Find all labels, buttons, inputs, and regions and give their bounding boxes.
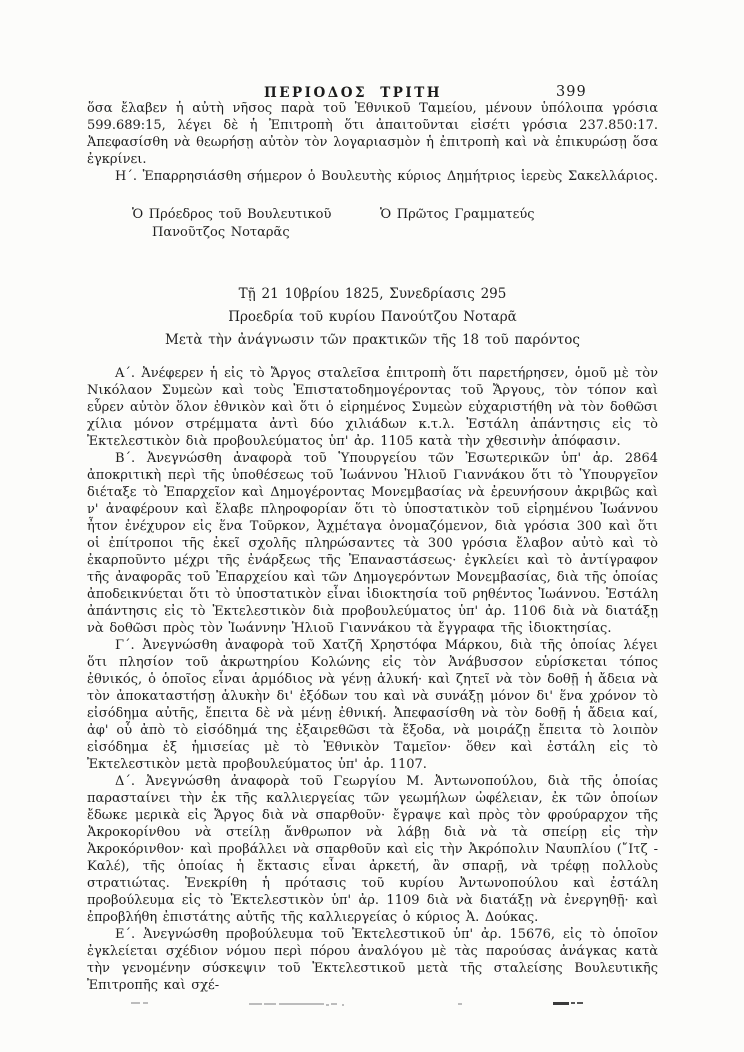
paragraph-item-e: Ε΄. Ἀνεγνώσθη προβούλευμα τοῦ Ἐκτελεστικοῦ ὑπ' ἀρ. 15676, εἰς τὸ ὁποῖον ἐγκλείεται σχέδιον νόμου περὶ πόρου ἀναλόγου μὲ τὰς παρούσας ἀνάγκας κατὰ τὴν γενομένην σύσκεψιν τοῦ Ἐκτελεστικοῦ μετὰ τῆς σταλείσης Βουλευτικῆς Ἐπιτροπῆς καὶ σχέ-	[87, 927, 658, 993]
signature-left-title: Ὁ Πρόεδρος τοῦ Βουλευτικοῦ	[132, 207, 332, 222]
page-number: 399	[556, 84, 587, 100]
scan-artifact	[264, 1003, 276, 1005]
minutes-paragraphs	[87, 365, 658, 994]
scan-artifact	[342, 1004, 344, 1006]
paragraph-item-g: Γ΄. Ἀνεγνώσθη ἀναφορὰ τοῦ Χατζῆ Χρηστόφα Μάρκου, διὰ τῆς ὁποίας λέγει ὅτι πλησίον τοῦ ἀκρωτηρίου Κολώνης εἰς τὸν Ἀνάβυσσον εὑρίσκεται τόπος ἐθνικός, ὁ ὁποῖος εἶναι ἁρμόδιος νὰ γένῃ ἁλυκή· καὶ ζητεῖ νὰ τὸν δοθῇ ἡ ἄδεια νὰ τὸν ἀποκαταστήσῃ ἁλυκὴν δι' ἐξόδων του καὶ νὰ συνάξῃ μόνον δι' ἕνα χρόνον τὸ εἰσόδημα αὐτῆς, ἔπειτα δὲ νὰ μένῃ ἐθνική. Ἀπεφασίσθη νὰ τὸν δοθῇ ἡ ἄδεια καί, ἀφ' οὗ ἀπὸ τὸ εἰσόδημά της ἐξαιρεθῶσι τὰ ἔξοδα, νὰ μοιράζῃ ἔπειτα τὸ λοιπὸν εἰσόδημα ἐξ ἡμισείας μὲ τὸ Ἐθνικὸν Ταμεῖον· ὅθεν καὶ ἐστάλη εἰς τὸ Ἐκτελεστικὸν μετὰ προβουλεύματος ὑπ' ἀρ. 1107.	[87, 638, 658, 772]
paragraph-item-h: Η΄. Ἐπαρρησιάσθη σήμερον ὁ Βουλευτὴς κύριος Δημήτριος ἱερεὺς Σακελλάριος.	[115, 169, 659, 184]
scan-artifact	[458, 1003, 462, 1005]
session-reading-line: Μετὰ τὴν ἀνάγνωσιν τῶν πρακτικῶν τῆς 18 τοῦ παρόντος	[165, 332, 580, 348]
paragraph-continuation: ὅσα ἔλαβεν ἡ αὐτὴ νῆσος παρὰ τοῦ Ἐθνικοῦ Ταμείου, μένουν ὑπόλοιπα γρόσια 599.689:15, λέγει δὲ ἡ Ἐπιτροπὴ ὅτι ἀπαιτοῦνται εἰσέτι γρόσια 237.850:17. Ἀπεφασίσθη νὰ θεωρήσῃ αὐτὸν τὸν λογαριασμὸν ἡ ἐπιτροπὴ καὶ νὰ ἐπικυρώσῃ ὅσα ἐγκρίνει.	[87, 101, 658, 167]
scan-artifact	[279, 1003, 324, 1005]
paragraph-item-a: Α΄. Ἀνέφερεν ἡ εἰς τὸ Ἄργος σταλεῖσα ἐπιτροπὴ ὅτι παρετήρησεν, ὁμοῦ μὲ τὸν Νικόλαον Συμεὼν καὶ τοὺς Ἐπιστατοδημογέροντας τοῦ Ἄργους, τὸν τόπον καὶ εὗρεν αὐτὸν ὅλον ἐθνικὸν καὶ ὅτι ὁ εἰρημένος Συμεὼν εὐχαριστήθη νὰ τὸν δοθῶσι χίλια μόνον στρέμματα ἀντὶ δύο χιλιάδων κ.τ.λ. Ἐστάλη ἀπάντησις εἰς τὸ Ἐκτελεστικὸν διὰ προβουλεύματος ὑπ' ἀρ. 1105 κατὰ τὴν χθεσινὴν ἀπόφασιν.	[87, 366, 658, 449]
scan-artifact	[326, 1004, 329, 1006]
session-presidency-line: Προεδρία τοῦ κυρίου Πανούτζου Νοταρᾶ	[228, 309, 517, 325]
paragraph-item-b: Β΄. Ἀνεγνώσθη ἀναφορὰ τοῦ Ὑπουργείου τῶν Ἐσωτερικῶν ὑπ' ἀρ. 2864 ἀποκριτικὴ περὶ τῆς ὑποθέσεως τοῦ Ἰωάννου Ἠλιοῦ Γιαννάκου ὅτι τὸ Ὑπουργεῖον διέταξε τὸ Ἐπαρχεῖον καὶ Δημογέροντας Μονεμβασίας νὰ ἐρευνήσουν ἀκριβῶς καὶ ν' ἀναφέρουν καὶ ἔλαβε πληροφορίαν ὅτι τὸ ὑποστατικὸν τοῦ εἰρημένου Ἰωάννου ἦτον ἐνέχυρον εἰς ἕνα Τοῦρκον, Ἀχμέταγα ὀνομαζόμενον, διὰ γρόσια 300 καὶ ὅτι οἱ ἐπίτροποι τῆς ἐκεῖ σχολῆς πληρώσαντες τὰ 300 γρόσια ἔλαβον αὐτὸ καὶ τὸ ἐκαρποῦντο μέχρι τῆς ἐνάρξεως τῆς Ἐπαναστάσεως· ἐγκλείει καὶ τὸ ἀντίγραφον τῆς ἀναφορᾶς τοῦ Ἐπαρχείου καὶ τῶν Δημογερόντων Μονεμβασίας, διὰ τῆς ὁποίας ἀποδεικνύεται ὅτι τὸ ὑποστατικὸν εἶναι ἰδιοκτησία τοῦ ρηθέντος Ἰωάννου. Ἐστάλη ἀπάντησις εἰς τὸ Ἐκτελεστικὸν διὰ προβουλεύματος ὑπ' ἀρ. 1106 διὰ νὰ διατάξῃ νὰ δοθῶσι πρὸς τὸν Ἰωάννην Ἠλιοῦ Γιαννάκου τὰ ἔγγραφα τῆς ἰδιοκτησίας.	[87, 451, 658, 636]
document-body	[87, 100, 658, 994]
scan-artifact	[331, 1003, 337, 1005]
scan-artifact	[577, 1002, 583, 1004]
session-heading	[87, 283, 658, 352]
running-title: ΠΕΡΙΟΔΟΣ ΤΡΙΤΗ	[263, 85, 443, 101]
paragraph-item-d: Δ΄. Ἀνεγνώσθη ἀναφορὰ τοῦ Γεωργίου Μ. Ἀντωνοπούλου, διὰ τῆς ὁποίας παρασταίνει τὴν ἐκ τῆς καλλιεργείας τῶν γεωμήλων ὠφέλειαν, ἐκ τῶν ὁποίων ἔδωκε μερικὰ εἰς Ἄργος διὰ νὰ σπαρθοῦν· ἔγραψε καὶ πρὸς τὸν φρούραρχον τῆς Ἀκροκορίνθου νὰ στείλῃ ἄνθρωπον νὰ λάβῃ διὰ νὰ τὰ σπείρῃ εἰς τὴν Ἀκροκόρινθον· καὶ προβάλλει νὰ σπαρθοῦν καὶ εἰς τὴν Ἀκρόπολιν Ναυπλίου (῎Ιτζ - Καλέ), τῆς ὁποίας ἡ ἔκτασις εἶναι ἀρκετή, ἂν σπαρῇ, νὰ τρέφῃ πολλοὺς στρατιώτας. Ἐνεκρίθη ἡ πρότασις τοῦ κυρίου Ἀντωνοπούλου καὶ ἐστάλη προβούλευμα εἰς τὸ Ἐκτελεστικὸν ὑπ' ἀρ. 1109 διὰ νὰ διατάξῃ νὰ ἐνεργηθῇ· καὶ ἐπροβλήθη ἐπιστάτης αὐτῆς τῆς καλλιεργείας ὁ κύριος Ἀ. Δούκας.	[87, 774, 658, 925]
page-header	[0, 82, 706, 101]
signature-block	[87, 206, 658, 246]
session-date-line: Τῇ 21 10βρίου 1825, Συνεδρίασις 295	[238, 286, 507, 302]
signature-left-name: Πανοῦτζος Νοταρᾶς	[152, 225, 290, 240]
scan-artifact	[553, 1002, 569, 1005]
scan-artifact	[143, 1002, 148, 1004]
scan-artifact	[571, 1002, 575, 1004]
scan-artifact	[131, 1002, 140, 1004]
scan-artifact	[249, 1003, 262, 1005]
signature-right-title: Ὁ Πρῶτος Γραμματεύς	[380, 207, 535, 222]
